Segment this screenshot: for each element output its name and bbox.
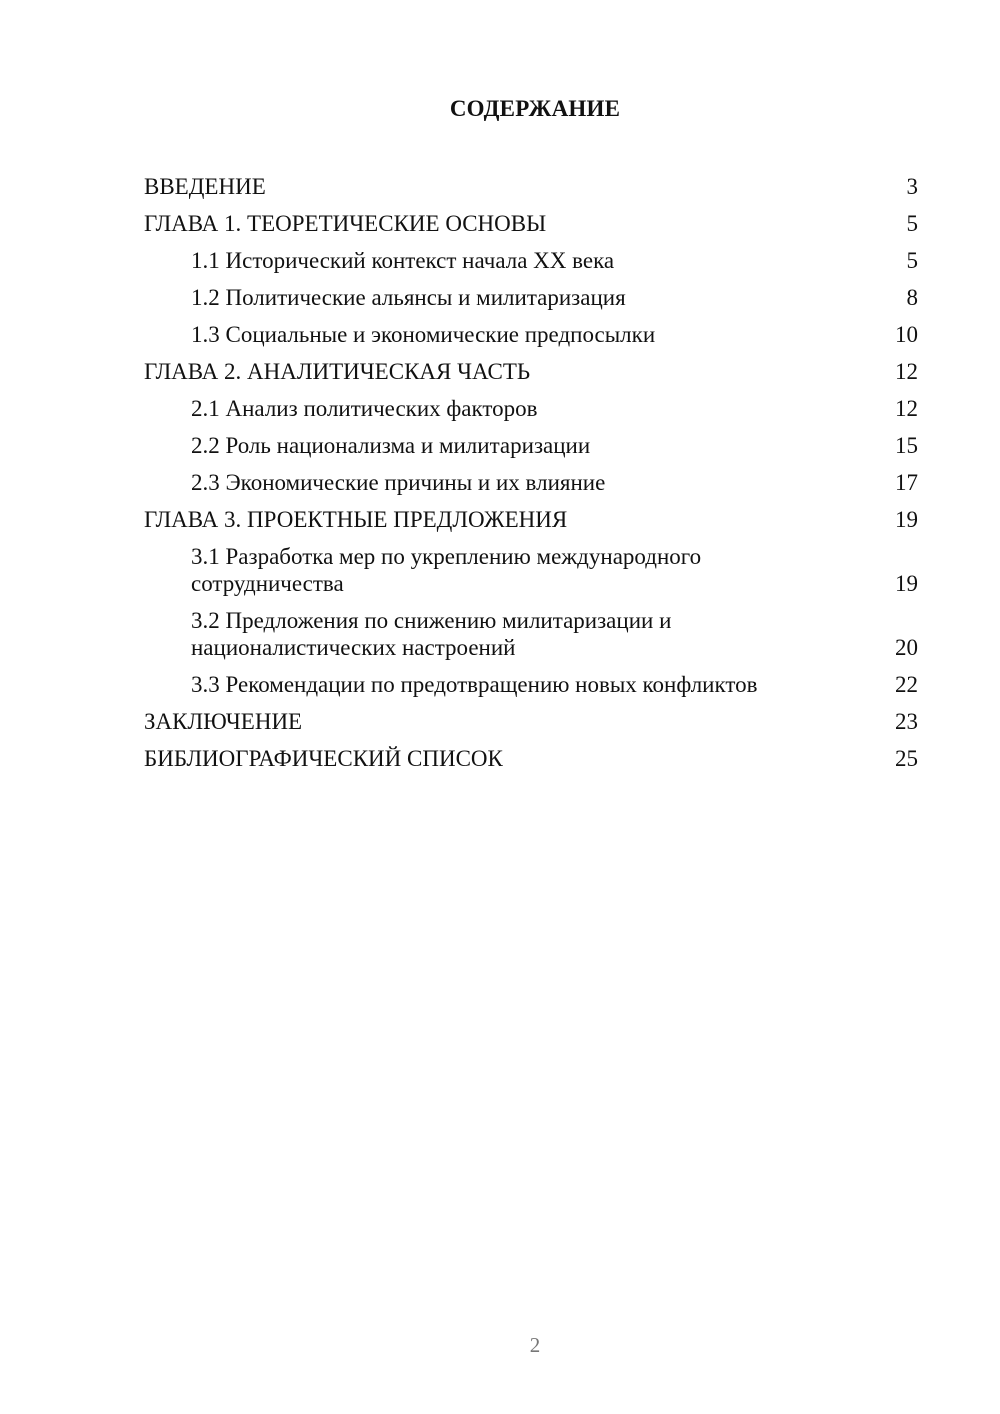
toc-entry-section-3-3[interactable] — [144, 666, 918, 703]
toc-entry-text: 3.3 Рекомендации по предотвращению новых конфликтов — [191, 672, 758, 697]
toc-entry-text: БИБЛИОГРАФИЧЕСКИЙ СПИСОК — [144, 746, 503, 771]
toc-entry-page: 3 — [906, 174, 918, 199]
toc-entry-page: 17 — [895, 470, 918, 495]
toc-entry-section-1-1[interactable] — [144, 242, 918, 279]
toc-entry-text: 2.1 Анализ политических факторов — [191, 396, 538, 421]
toc-entry-chapter-1[interactable] — [144, 205, 918, 242]
toc-entry-page: 5 — [906, 248, 918, 273]
toc-entry-page: 12 — [895, 359, 918, 384]
toc-entry-bibliography[interactable] — [144, 740, 918, 777]
toc-entry-page: 8 — [906, 285, 918, 310]
toc-entry-chapter-3[interactable] — [144, 501, 918, 538]
toc-entry-page: 23 — [895, 709, 918, 734]
toc-entry-page: 5 — [906, 211, 918, 236]
toc-entry-section-1-3[interactable] — [144, 316, 918, 353]
toc-entry-section-2-1[interactable] — [144, 390, 918, 427]
toc-entry-text: ГЛАВА 3. ПРОЕКТНЫЕ ПРЕДЛОЖЕНИЯ — [144, 507, 568, 532]
toc-entry-page: 12 — [895, 396, 918, 421]
toc-entry-page: 19 — [895, 571, 918, 596]
toc-entry-text: 1.3 Социальные и экономические предпосылки — [191, 322, 656, 347]
toc-entry-text: 1.2 Политические альянсы и милитаризация — [191, 285, 626, 310]
toc-entry-section-2-2[interactable] — [144, 427, 918, 464]
toc-entry-introduction[interactable] — [144, 168, 918, 205]
toc-entry-text: 3.2 Предложения по снижению милитаризации и националистических настроений — [191, 608, 672, 660]
page-title: СОДЕРЖАНИЕ — [449, 96, 621, 121]
toc-entry-text: 2.3 Экономические причины и их влияние — [191, 470, 606, 495]
toc-entry-page: 19 — [895, 507, 918, 532]
toc-entry-text: 3.1 Разработка мер по укреплению международного сотрудничества — [191, 544, 702, 596]
toc-entry-section-3-2[interactable] — [144, 602, 918, 666]
toc-entry-section-2-3[interactable] — [144, 464, 918, 501]
toc-entry-page: 25 — [895, 746, 918, 771]
toc-entry-text: ГЛАВА 1. ТЕОРЕТИЧЕСКИЕ ОСНОВЫ — [144, 211, 547, 236]
toc-entry-text: 1.1 Исторический контекст начала XX века — [191, 248, 615, 273]
toc-entry-page: 20 — [895, 635, 918, 660]
toc-entry-page: 22 — [895, 672, 918, 697]
toc-entry-chapter-2[interactable] — [144, 353, 918, 390]
page-number: 2 — [529, 1333, 541, 1357]
toc-entry-text: ВВЕДЕНИЕ — [144, 174, 266, 199]
toc-entry-conclusion[interactable] — [144, 703, 918, 740]
toc-entry-text: ЗАКЛЮЧЕНИЕ — [144, 709, 303, 734]
toc-entry-text: ГЛАВА 2. АНАЛИТИЧЕСКАЯ ЧАСТЬ — [144, 359, 531, 384]
toc-entry-text: 2.2 Роль национализма и милитаризации — [191, 433, 591, 458]
toc-entry-page: 10 — [895, 322, 918, 347]
toc-entry-section-1-2[interactable] — [144, 279, 918, 316]
table-of-contents — [144, 168, 918, 777]
toc-entry-page: 15 — [895, 433, 918, 458]
toc-entry-section-3-1[interactable] — [144, 538, 918, 602]
